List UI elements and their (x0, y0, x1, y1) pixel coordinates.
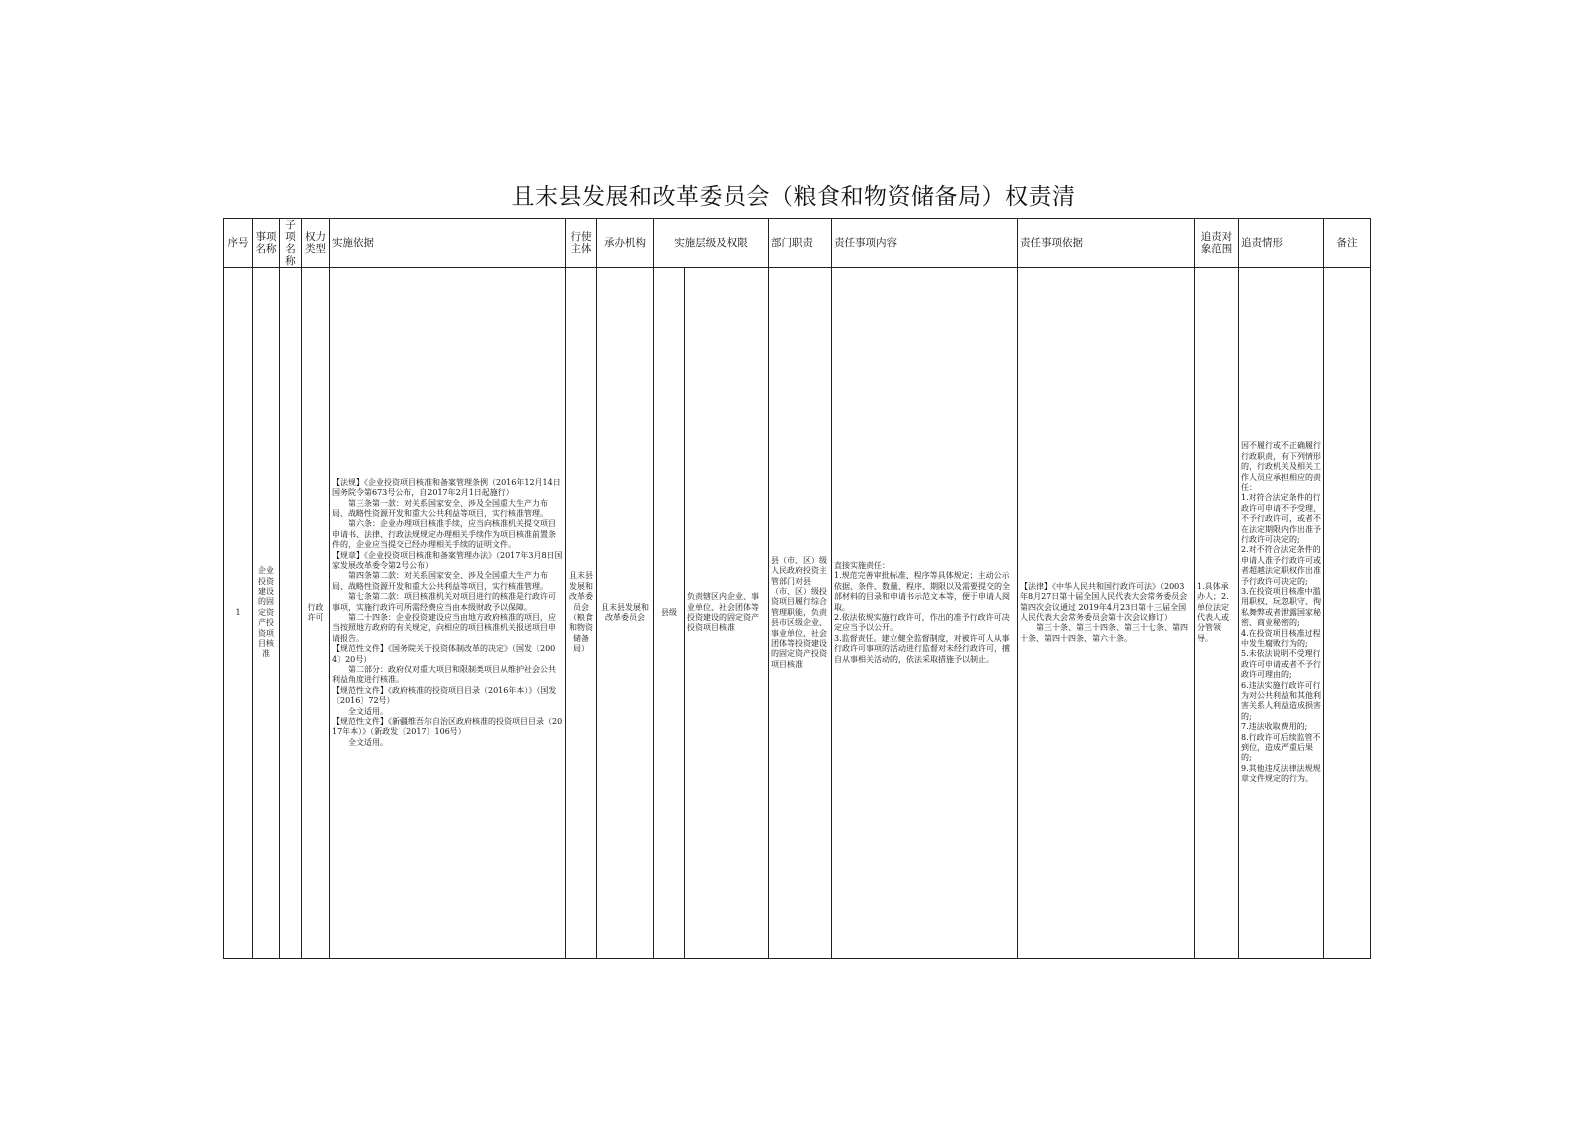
cell-resp-content (832, 268, 1018, 959)
circumstance-line: 9.其他违反法律法规规章文件规定的行为。 (1241, 763, 1321, 784)
cell-basis (330, 268, 566, 959)
basis-line: 【规范性文件】《国务院关于投资体制改革的决定》（国发〔2004〕20号） (332, 644, 556, 664)
basis-line: 第四条第二款：对关系国家安全、涉及全国重大生产力布局、战略性资源开发和重大公共利益等项目，实行核准管理。 (332, 571, 548, 591)
header-dept-duty: 部门职责 (769, 219, 832, 268)
header-remark: 备注 (1324, 219, 1371, 268)
table-row (224, 268, 1371, 959)
circumstance-line: 4.在投资项目核准过程中发生腐败行为的; (1241, 628, 1321, 649)
header-basis: 实施依据 (330, 219, 566, 268)
header-subject: 行使主体 (566, 219, 597, 268)
circumstance-line: 2.对不符合法定条件的申请人准予行政许可或者超越法定职权作出准予行政许可决定的; (1241, 545, 1321, 586)
resp-basis-line: 第三十条、第三十四条、第三十七条、第四十条、第四十四条、第六十条。 (1020, 623, 1188, 643)
header-seq: 序号 (224, 219, 253, 268)
resp-basis-line: 【法律】《中华人民共和国行政许可法》（2003年8月27日第十届全国人民代表大会常务委员会第四次会议通过 2019年4月23日第十三届全国人民代表大会常务委员会第十次会议修订） (1020, 581, 1188, 622)
circumstance-line: 3.在投资项目核准中滥用职权、玩忽职守、徇私舞弊或者泄露国家秘密、商业秘密的; (1241, 586, 1321, 628)
cell-seq: 1 (224, 268, 253, 959)
basis-line: 全文适用。 (348, 706, 388, 716)
basis-line: 【规范性文件】《政府核准的投资项目目录（2016年本）》（国发〔2016〕72号） (332, 685, 557, 706)
cell-level-scope: 负责辖区内企业、事业单位、社会团体等投资建设的固定资产投资项目核准 (685, 268, 769, 959)
resp-content-line: 3.监督责任。建立健全监督制度，对被许可人从事行政许可事项的活动进行监督对未经行政许可，擅自从事相关活动的，依法采取措施予以制止。 (834, 633, 1010, 664)
basis-line: 全文适用。 (348, 737, 388, 747)
basis-line: 第二部分：政府仅对重大项目和限制类项目从维护社会公共利益角度进行核准。 (332, 665, 556, 685)
header-level: 实施层级及权限 (654, 219, 769, 268)
cell-sub-item (280, 268, 302, 959)
circumstance-line: 5.未依法说明不受理行政许可申请或者不予行政许可理由的; (1241, 649, 1321, 680)
responsibility-table (223, 218, 1371, 959)
cell-level: 县级 (654, 268, 685, 959)
circumstance-line: 8.行政许可后续监管不到位，造成严重后果的; (1241, 732, 1321, 763)
circumstance-line: 7.违法收取费用的; (1241, 722, 1308, 732)
basis-line: 第三条第一款：对关系国家安全、涉及全国重大生产力布局、战略性资源开发和重大公共利益等项目，实行核准管理。 (332, 498, 548, 518)
header-accountable: 追责对象范围 (1195, 219, 1239, 268)
cell-circumstances (1239, 268, 1324, 959)
circumstance-line: 因不履行或不正确履行行政职责，有下列情形的，行政机关及相关工作人员应承担相应的责任： (1241, 441, 1321, 492)
header-agency: 承办机构 (597, 219, 654, 268)
cell-resp-basis (1018, 268, 1195, 959)
header-row (224, 219, 1371, 268)
document-title: 且末县发展和改革委员会（粮食和物资储备局）权责清 (511, 184, 1076, 210)
basis-line: 第六条：企业办理项目核准手续，应当向核准机关提交项目申请书、法律、行政法规规定办理相关手续作为项目核准前置条件的，企业应当提交已经办理相关手续的证明文件。 (332, 519, 556, 550)
header-circumstances: 追责情形 (1239, 219, 1324, 268)
cell-accountable: 1.具体承办人；2.单位法定代表人或分管领导。 (1195, 268, 1239, 959)
cell-dept-duty: 县（市、区）级人民政府投资主管部门对县（市、区）级投资项目履行综合管理职能，负责县市区级企业、事业单位、社会团体等投资建设的固定资产投资项目核准 (769, 268, 832, 959)
basis-line: 第七条第二款：项目核准机关对项目进行的核准是行政许可事项，实施行政许可所需经费应当由本级财政予以保障。 (332, 592, 556, 612)
header-item-name: 事项名称 (253, 219, 280, 268)
resp-content-line: 直接实施责任： (834, 560, 890, 570)
cell-agency: 且末县发展和改革委员会 (597, 268, 654, 959)
cell-subject: 且末县发展和改革委员会（粮食和物资储备局） (566, 268, 597, 959)
header-resp-content: 责任事项内容 (832, 219, 1018, 268)
resp-content-line: 1.规范完善审批标准、程序等具体规定；主动公示依据、条件、数量、程序、期限以及需要提交的全部材料的目录和申请书示范文本等，便于申请人阅取。 (834, 571, 1010, 612)
basis-line: 【法规】《企业投资项目核准和备案管理条例（2016年12月14日国务院令第673号公布，自2017年2月1日起施行） (332, 477, 561, 498)
header-sub-item: 子项名称 (280, 219, 302, 268)
cell-power-type: 行政许可 (302, 268, 330, 959)
circumstance-line: 6.违法实施行政许可行为对公共利益和其他利害关系人利益造成损害的; (1241, 680, 1321, 721)
basis-line: 【规范性文件】《新疆维吾尔自治区政府核准的投资项目目录（2017年本）》（新政发〔2017〕106号） (332, 717, 563, 737)
cell-item-name: 企业投资建设的固定资产投资项目核准 (253, 268, 280, 959)
resp-content-line: 2.依法依规实施行政许可，作出的准予行政许可决定应当予以公开。 (834, 613, 1010, 633)
basis-line: 【规章】《企业投资项目核准和备案管理办法》（2017年3月8日国家发展改革委令第2号公布） (332, 550, 563, 570)
cell-remark (1324, 268, 1371, 959)
basis-line: 第二十四条：企业投资建设应当由地方政府核准的项目，应当按照地方政府的有关规定，向相应的项目核准机关报送项目申请报告。 (332, 613, 556, 643)
header-power-type: 权力类型 (302, 219, 330, 268)
circumstance-line: 1.对符合法定条件的行政许可申请不予受理、不予行政许可，或者不在法定期限内作出准予行政许可决定的; (1241, 493, 1321, 544)
header-resp-basis: 责任事项依据 (1018, 219, 1195, 268)
